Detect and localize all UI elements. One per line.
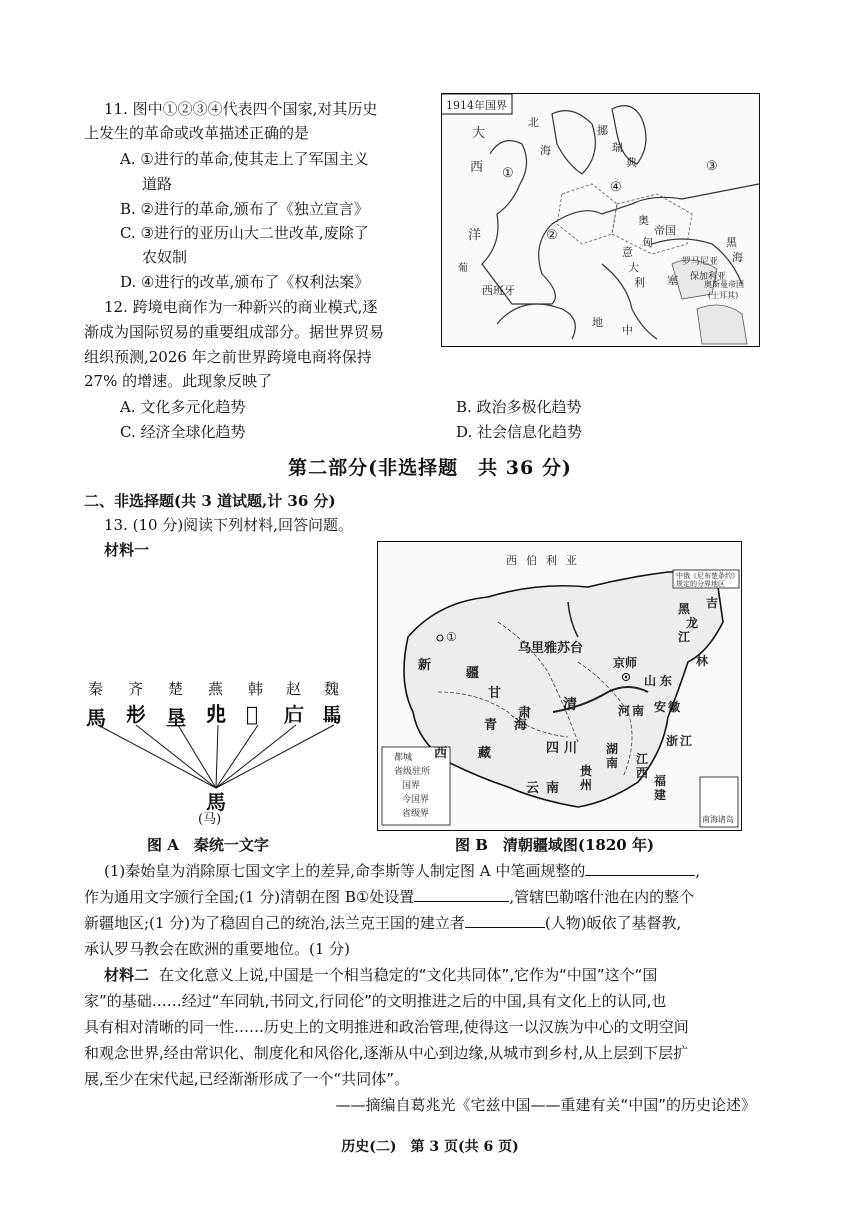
map-label: 疆	[466, 666, 480, 681]
q11-stem-line1: 11. 图中①②③④代表四个国家,对其历史	[104, 100, 378, 118]
material1-label: 材料一	[104, 541, 150, 559]
map-label: 四	[546, 741, 560, 756]
figure-b-caption: 图 B 清朝疆域图(1820 年)	[455, 836, 655, 854]
q11-option-c: C. ③进行的亚历山大二世改革,废除了	[120, 224, 369, 242]
glyph-yan: 𠑹	[206, 702, 226, 726]
map-label: 大	[628, 261, 639, 274]
map-label: 东	[660, 674, 673, 688]
map-label: 海	[514, 718, 528, 733]
map-label: 湖	[606, 742, 619, 756]
map-label: 新	[418, 658, 432, 673]
map-label: 帝国	[654, 224, 676, 237]
map-label: 甘	[488, 686, 502, 701]
map-label: 西班牙	[482, 284, 515, 297]
map-note-nerchinsk: 中俄《尼布楚条约》规定的分界地区	[676, 572, 736, 588]
map-label: 奥	[638, 214, 649, 227]
map-label: 山	[644, 674, 657, 688]
q12-option-b: B. 政治多极化趋势	[456, 398, 582, 416]
map-label: 川	[564, 741, 578, 756]
map-label-uliastai: 乌里雅苏台	[518, 641, 584, 656]
q11-option-a-cont: 道路	[142, 175, 173, 193]
map-marker-4: ④	[610, 180, 622, 195]
map-label: 云	[526, 781, 540, 796]
q12-stem-line1: 12. 跨境电商作为一种新兴的商业模式,逐	[104, 298, 378, 316]
map-label: 贵	[580, 764, 593, 778]
map-label: 瑞	[612, 141, 623, 154]
map-label: 建	[654, 788, 667, 802]
glyph-qi: 𢒈	[126, 702, 146, 726]
map-label: 徽	[668, 700, 681, 714]
map-marker-1: ①	[502, 166, 514, 181]
state-qi: 齐	[128, 680, 144, 698]
map-label: 意	[622, 246, 633, 259]
material2-label: 材料二	[104, 966, 150, 984]
legend-provincial-seat: 省级驻所	[394, 767, 431, 777]
map-label: 藏	[478, 746, 492, 761]
q11-option-c-cont: 农奴制	[142, 248, 188, 266]
map-label-qing: 清	[563, 697, 577, 713]
map-label: 浙	[666, 734, 679, 748]
q12-option-a: A. 文化多元化趋势	[120, 398, 246, 416]
map-label: 州	[580, 778, 593, 792]
material2-line1	[104, 962, 657, 988]
q13-intro: 13. (10 分)阅读下列材料,回答问题。	[104, 516, 353, 534]
map-label: 西	[470, 160, 484, 175]
q11-option-b: B. ②进行的革命,颁布了《独立宣言》	[120, 200, 369, 218]
q13-1-text: 作为通用文字颁行全国;(1 分)清朝在图 B①处设置	[84, 888, 415, 906]
q12-stem-line3: 组织预测,2026 年之前世界跨境电商将保持	[84, 348, 372, 366]
glyph-han: 𠃧	[246, 702, 259, 726]
map-label: 奥斯曼帝国	[704, 280, 744, 289]
state-zhao: 赵	[286, 680, 302, 698]
map-label: 江	[636, 752, 649, 766]
state-qin: 秦	[88, 680, 104, 698]
map-label: 海	[540, 144, 551, 157]
map-label: 吉	[706, 596, 719, 610]
map-label: 大	[472, 126, 486, 141]
map-label: 洋	[468, 228, 482, 243]
q11-stem-line2: 上发生的革命或改革描述正确的是	[84, 124, 310, 142]
glyph-center-label: (马)	[198, 812, 222, 827]
figure-a	[80, 670, 360, 830]
answer-blank-2[interactable]	[414, 885, 509, 902]
map-label: 地	[592, 316, 603, 329]
map-label: 西	[636, 766, 649, 780]
map-label: 福	[654, 774, 667, 788]
map-label: 伯	[526, 554, 537, 567]
map-label: 南	[546, 781, 560, 796]
qing-territory-map	[377, 541, 742, 831]
map-label: 挪	[597, 124, 608, 137]
map-label: 龙	[686, 616, 699, 630]
q13-1-line2	[84, 884, 694, 910]
map-label: 西	[434, 746, 448, 761]
map-label-capital: 京师	[613, 656, 638, 670]
q13-1-text: ,管辖巴勒喀什池在内的整个	[509, 888, 695, 906]
q13-1-text: 新疆地区;(1 分)为了稳固自己的统治,法兰克王国的建立者	[84, 914, 465, 932]
map-label: 匈	[642, 236, 653, 249]
legend-current-border: 今国界	[402, 795, 430, 805]
map-label: 安	[654, 700, 667, 714]
part2-title: 第二部分(非选择题 共 36 分)	[288, 457, 572, 479]
material2-line3: 具有相对清晰的同一性……历史上的文明推进和政治管理,使得这一以汉族为中心的文明空间	[84, 1018, 689, 1036]
map-label: 黑	[726, 236, 737, 249]
answer-blank-1[interactable]	[585, 859, 695, 876]
material2-line5: 展,至少在宋代起,已经渐渐形成了一个“共同体”。	[84, 1070, 410, 1088]
map-marker-1: ①	[446, 630, 457, 644]
map-label: 江	[678, 630, 691, 644]
q13-1-line4: 承认罗马教会在欧洲的重要地位。(1 分)	[84, 940, 351, 958]
answer-blank-3[interactable]	[465, 911, 545, 928]
map-label: 典	[626, 156, 637, 169]
map-legend-1914: 1914年国界	[446, 99, 507, 112]
q11-option-d: D. ④进行的改革,颁布了《权利法案》	[120, 273, 370, 291]
glyph-zhao: 𢇞	[284, 703, 304, 727]
map-label: 保加利亚	[690, 272, 727, 282]
q13-1-text: (1)秦始皇为消除原七国文字上的差异,命李斯等人制定图 A 中笔画规整的	[104, 862, 586, 880]
map-label-siberia: 西	[506, 554, 517, 567]
q12-stem-line4: 27% 的增速。此现象反映了	[84, 372, 273, 390]
page-footer: 历史(二) 第 3 页(共 6 页)	[341, 1139, 519, 1155]
state-wei: 魏	[324, 680, 340, 698]
map-label: 亚	[566, 554, 577, 567]
state-chu: 楚	[168, 680, 184, 698]
material2-line2: 家”的基础……经过“车同轨,书同文,行同伦”的文明推进之后的中国,具有文化上的认同,也	[84, 992, 667, 1010]
map-marker-2: ②	[546, 228, 558, 243]
q12-stem-line2: 渐成为国际贸易的重要组成部分。据世界贸易	[84, 323, 385, 341]
map-label: 海	[732, 251, 743, 264]
europe-1914-map	[441, 93, 760, 347]
q13-1-line3	[84, 910, 681, 936]
legend-national-border: 国界	[402, 781, 421, 791]
map-label: 南	[632, 704, 645, 718]
map-label: 塞	[667, 274, 678, 287]
q13-1-text: ,	[695, 862, 701, 880]
q12-option-d: D. 社会信息化趋势	[456, 423, 583, 441]
q11-option-a: A. ①进行的革命,使其走上了军国主义	[120, 150, 369, 168]
map-label: 南	[606, 756, 619, 770]
map-label: 河	[618, 704, 631, 718]
glyph-qin: 馬	[86, 706, 106, 730]
legend-capital: 都城	[394, 753, 413, 763]
map-label: 北	[528, 116, 539, 129]
material2-line4: 和观念世界,经由常识化、制度化和风俗化,逐渐从中心到边缘,从城市到乡村,从上层到下层扩	[84, 1044, 689, 1062]
section2-heading: 二、非选择题(共 3 道试题,计 36 分)	[84, 492, 336, 510]
figure-a-caption: 图 A 秦统一文字	[147, 836, 269, 854]
map-label: 江	[680, 734, 693, 748]
map-label: 肃	[518, 706, 532, 721]
map-label: 林	[696, 654, 709, 668]
state-han: 韩	[248, 680, 264, 698]
q12-option-c: C. 经济全球化趋势	[120, 423, 246, 441]
map-label: 青	[484, 718, 498, 733]
map-marker-3: ③	[706, 159, 718, 174]
glyph-center-ma: 馬	[206, 790, 226, 814]
map-label: 中	[622, 324, 633, 337]
q13-1-line1	[104, 858, 700, 884]
map-label: (土耳其)	[708, 291, 739, 300]
map-label: 利	[546, 554, 557, 567]
state-yan: 燕	[208, 680, 224, 698]
q13-1-text: (人物)皈依了基督教,	[544, 914, 682, 932]
map-label: 葡	[458, 263, 468, 274]
map-label: 黑	[678, 602, 691, 616]
legend-provincial-border: 省级界	[402, 809, 430, 819]
glyph-wei: 𩡧	[322, 703, 342, 727]
inset-south-china-sea: 南海诸岛	[702, 815, 734, 824]
glyph-chu: 垦	[166, 706, 186, 730]
map-label: 利	[634, 276, 645, 289]
map-label: 罗马尼亚	[682, 257, 719, 267]
material2-source: ——摘编自葛兆光《宅兹中国——重建有关“中国”的历史论述》	[335, 1096, 756, 1114]
material2-text: 在文化意义上说,中国是一个相当稳定的“文化共同体”,它作为“中国”这个“国	[159, 966, 658, 984]
